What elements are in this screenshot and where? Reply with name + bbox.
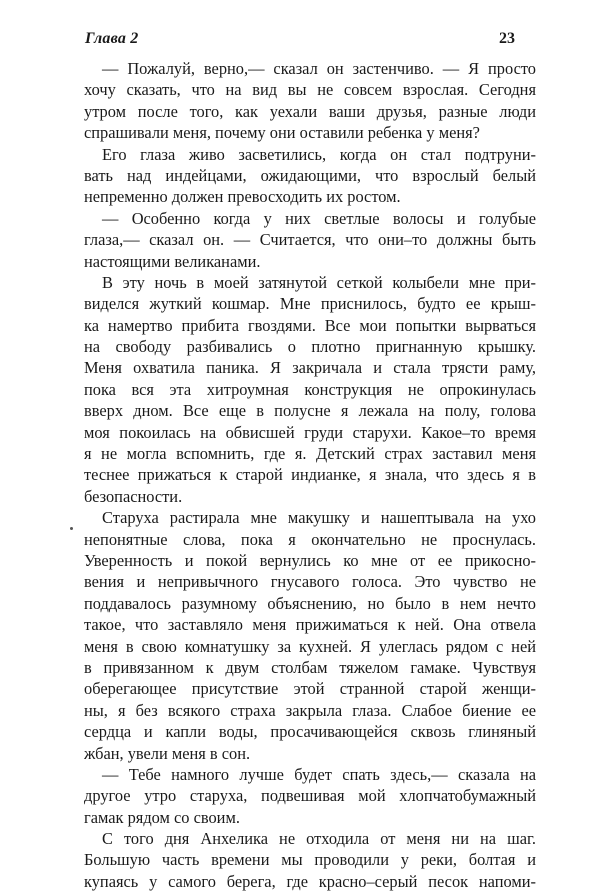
text-line: ка намертво прибита гвоздями. Все мои попытки вырваться	[84, 315, 536, 335]
text-line: такое, что заставляло меня прижиматься к ней. Она отвела	[84, 615, 536, 635]
text-line: вения и непривычного гнусавого голоса. Это чувство не	[84, 572, 536, 592]
text-line: сердца и капли воды, просачивающейся сквозь глиняный	[84, 722, 536, 742]
text-line: оберегающее присутствие этой странной старой женщи-	[84, 679, 536, 699]
text-line: безопасности.	[84, 486, 183, 506]
text-line: Большую часть времени мы проводили у реки, болтая и	[84, 850, 536, 870]
text-line: Меня охватила паника. Я закричала и стала трясти раму,	[84, 358, 536, 378]
print-speck	[70, 527, 73, 530]
running-header	[85, 30, 515, 52]
text-line: — Тебе намного лучше будет спать здесь,— сказала на	[102, 764, 536, 784]
text-line: гамак рядом со своим.	[84, 807, 240, 827]
text-line: ны, я без всякого страха закрыла глаза. Слабое биение ее	[84, 700, 536, 720]
text-line: вверх дном. Все еще в полусне я лежала на полу, голова	[84, 401, 536, 421]
text-line: С того дня Анхелика не отходила от меня ни на шаг.	[102, 829, 536, 849]
text-line: — Пожалуй, верно,— сказал он застенчиво. — Я просто	[102, 59, 536, 78]
text-line: я не могла вспомнить, где я. Детский страх заставил меня	[84, 444, 536, 464]
text-line: купаясь у самого берега, где красно–серый песок напоми-	[84, 871, 536, 891]
text-line: в привязанном к двум столбам тяжелом гамаке. Чувствуя	[84, 657, 536, 677]
text-line: хочу сказать, что на вид вы не совсем взрослая. Сегодня	[84, 80, 536, 100]
text-line: другое утро старуха, подвешивая мой хлопчатобумажный	[84, 786, 536, 806]
text-line: теснее прижаться к старой индианке, я знала, что здесь я в	[84, 465, 536, 485]
text-line: на свободу разбивались о плотно пригнанную крышку.	[84, 337, 536, 357]
text-line: виделся жуткий кошмар. Мне приснилось, будто ее крыш-	[84, 294, 536, 314]
text-line: жбан, увели меня в сон.	[84, 743, 251, 763]
text-line: В эту ночь в моей затянутой сеткой колыбели мне при-	[102, 272, 536, 292]
text-line: спрашивали меня, почему они оставили ребенка у меня?	[84, 123, 480, 143]
text-line: утром после того, как уехали ваши друзья, разные люди	[84, 101, 536, 121]
body-text	[84, 58, 536, 892]
text-line: Уверенность и покой вернулись ко мне от ее прикосно-	[84, 550, 536, 570]
text-line: непременно должен превосходить их ростом.	[84, 187, 401, 207]
text-line: моя покоилась на обвисшей груди старухи. Какое–то время	[84, 422, 536, 442]
text-line: непонятные слова, пока я окончательно не проснулась.	[84, 529, 536, 549]
text-line: настоящими великанами.	[84, 251, 261, 271]
text-line: Старуха растирала мне макушку и нашептывала на ухо	[102, 508, 536, 528]
text-line: вать над индейцами, ожидающими, что взрослый белый	[84, 165, 536, 185]
text-line: — Особенно когда у них светлые волосы и голубые	[102, 208, 536, 228]
text-line: меня в свою комнатушку за кухней. Я улеглась рядом с ней	[84, 636, 536, 656]
text-line: поддавалось разумному объяснению, но было в нем нечто	[84, 593, 536, 613]
text-line: пока вся эта хитроумная конструкция не опрокинулась	[84, 379, 536, 399]
chapter-title: Глава 2	[85, 30, 139, 47]
page-number: 23	[499, 30, 515, 47]
text-line: Его глаза живо засветились, когда он стал подтруни-	[102, 144, 536, 164]
text-line: глаза,— сказал он. — Считается, что они–то должны быть	[84, 230, 536, 250]
